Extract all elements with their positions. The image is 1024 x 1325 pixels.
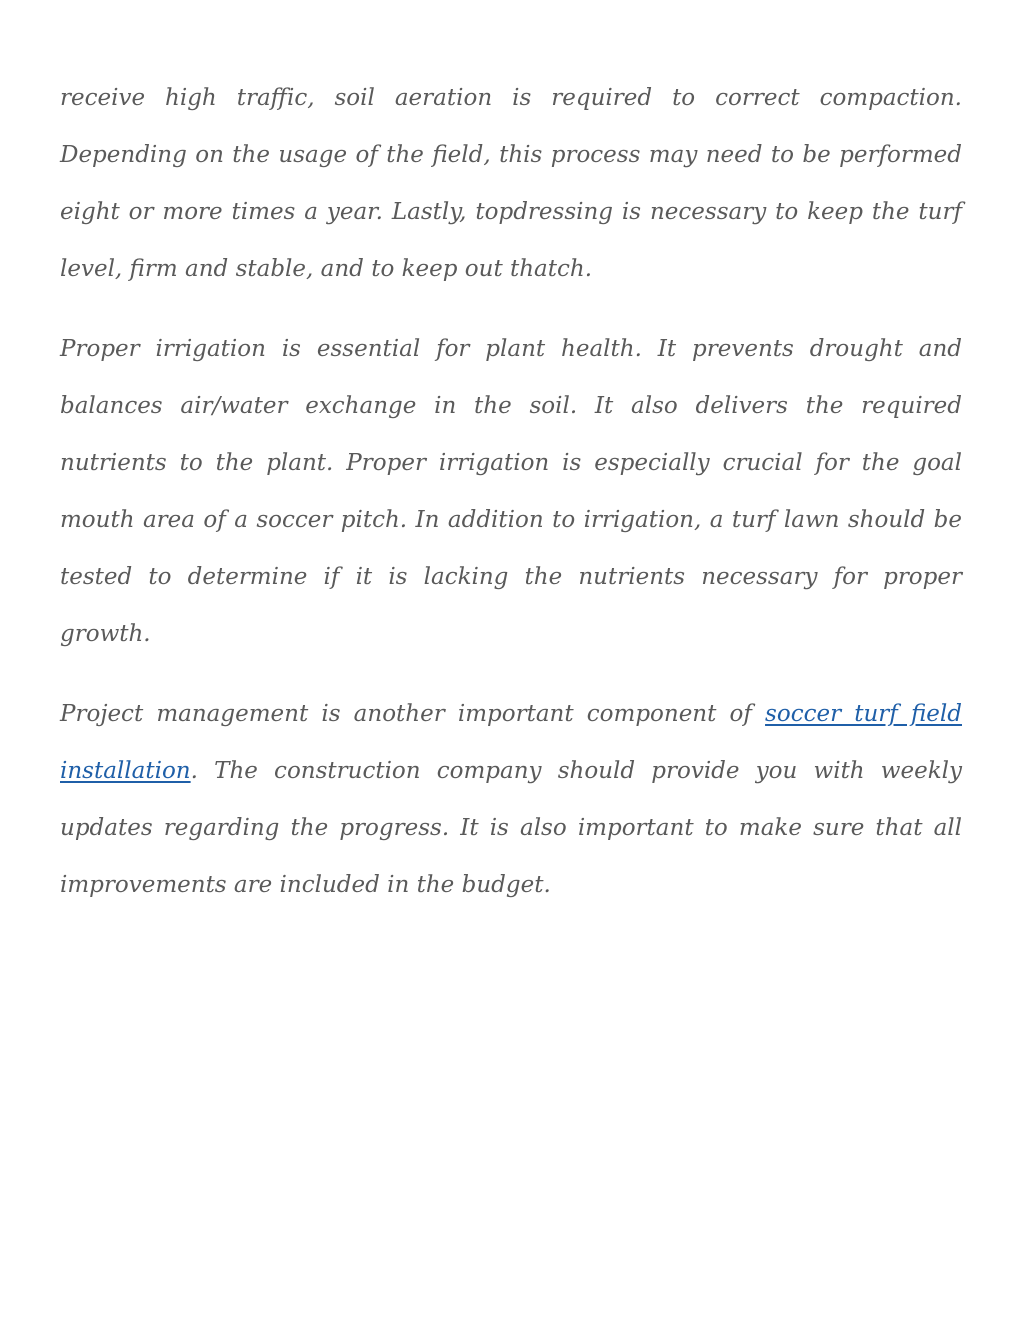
paragraph-irrigation: Proper irrigation is essential for plant health. It prevents drought and balances air/water exchange in the soil. It also delivers the required nutrients to the plant. Proper irrigation is especially crucial for the goal mouth area of a soccer pitch. In addition to irrigation, a turf lawn should be tested to determine if it is lacking the nutrients necessary for proper growth.	[60, 336, 962, 647]
paragraph-project-management	[60, 686, 962, 914]
paragraph-project-management-tail: . The construction company should provide you with weekly updates regarding the progress. It is also important to make sure that all improvements are included in the budget.	[60, 758, 962, 898]
paragraph-aeration-topdressing: receive high traffic, soil aeration is required to correct compaction. Depending on the usage of the field, this process may need to be performed eight or more times a year. Lastly, topdressing is necessary to keep the turf level, firm and stable, and to keep out thatch.	[60, 85, 962, 282]
paragraph-project-management-lead: Project management is another important component of	[60, 701, 766, 727]
soccer-turf-field-installation-link[interactable]: soccer turf field installation	[60, 701, 962, 784]
document-body	[60, 70, 962, 937]
